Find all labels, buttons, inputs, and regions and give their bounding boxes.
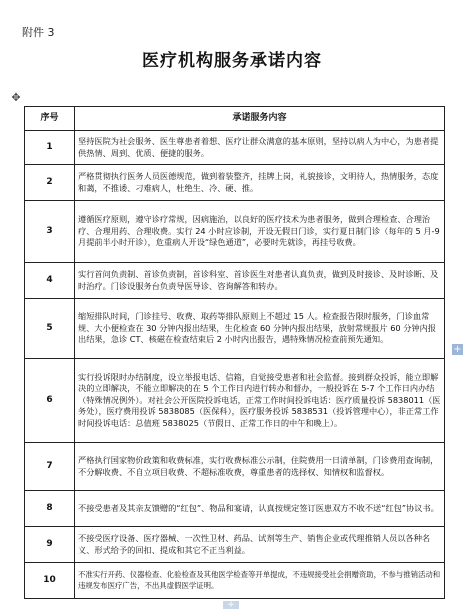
row-content: 严格贯彻执行医务人员医德规范，做到着装整齐，挂牌上岗，礼貌接诊，文明待人，热情服务，态度和蔼，不推诿、刁难病人，杜绝生、冷、硬、推。 [75, 165, 445, 201]
table-row [25, 491, 445, 527]
row-content: 不准实行开药、仪器检查、化验检查及其他医学检查等开单提成，不违规接受社会捐赠资助，不参与推销活动和违规发布医疗广告，不出具虚假医学证明。 [75, 563, 445, 599]
row-number: 2 [25, 165, 75, 201]
row-content: 缩短排队时间，门诊挂号、收费、取药等排队原则上不超过 15 人。检查报告限时服务，门诊血常规、大小便检查在 30 分钟内报出结果，生化检查 60 分钟内报出结果，放射常规报片 60 分钟内报出结果，急诊 CT、核磁在检查结束后 2 小时内出报告，遇特殊情况检查前预先通知。 [75, 299, 445, 359]
table-row [25, 527, 445, 563]
row-number: 6 [25, 359, 75, 443]
table-header-row [25, 107, 445, 131]
document-title: 医疗机构服务承诺内容 [142, 51, 322, 71]
table-row [25, 299, 445, 359]
table-row [25, 201, 445, 263]
row-number: 8 [25, 491, 75, 527]
row-number: 7 [25, 443, 75, 491]
table-row [25, 165, 445, 201]
row-number: 3 [25, 201, 75, 263]
row-content: 不接受医疗设备、医疗器械、一次性卫材、药品、试剂等生产、销售企业或代理推销人员以各种名义、形式给予的回扣、提成和其它不正当利益。 [75, 527, 445, 563]
row-content: 遵循医疗原则，遵守诊疗常规，因病施治，以良好的医疗技术为患者服务，做到合理检查、合理治疗、合理用药、合理收费。实行 24 小时应诊制，开设无假日门诊，实行夏日制门诊（每年的 5 月-9 月提前半小时开诊），危重病人开设“绿色通道”，必要时先就诊，再挂号收费。 [75, 201, 445, 263]
header-number: 序号 [25, 107, 75, 131]
table-row [25, 359, 445, 443]
add-row-bottom-plus-icon[interactable]: + [223, 601, 239, 609]
row-content: 实行首问负责制、首诊负责制，首诊科室、首诊医生对患者认真负责，做到及时接诊、及时诊断、及时治疗。门诊设服务台负责导医导诊、咨询解答和转办。 [75, 263, 445, 299]
row-content: 坚持医院为社会服务、医生尊患者着想、医疗让群众满意的基本原则，坚持以病人为中心，为患者提供热情、周到、优质、便捷的服务。 [75, 131, 445, 165]
table-row [25, 443, 445, 491]
table-move-handle-icon[interactable]: ✥ [11, 91, 21, 104]
table-row [25, 263, 445, 299]
attachment-label: 附件 3 [22, 26, 55, 39]
row-number: 1 [25, 131, 75, 165]
table-row [25, 563, 445, 599]
row-number: 10 [25, 563, 75, 599]
row-number: 4 [25, 263, 75, 299]
service-commitment-table [24, 106, 445, 599]
table-row [25, 131, 445, 165]
add-row-plus-icon[interactable]: + [453, 344, 462, 355]
header-content: 承诺服务内容 [75, 107, 445, 131]
row-content: 严格执行国家物价政策和收费标准，实行收费标准公示制，住院费用一日清单制，门诊费用查询制，不分解收费、不自立项目收费、不超标准收费，尊重患者的选择权、知情权和监督权。 [75, 443, 445, 491]
row-number: 5 [25, 299, 75, 359]
row-content: 实行投诉限时办结制度，设立举报电话、信箱，自觉接受患者和社会监督。接到群众投诉，能立即解决的立即解决，不能立即解决的在 5 个工作日内进行转办和督办，一般投诉在 5-7 个工作日内办结（特殊情况例外）。对社会公开医院投诉电话，正常工作时间投诉电话：医疗质量投诉 5838011（医务处），医疗费用投诉 5838085（医保科），医疗服务投诉 5838531（投诉管理中心），非正常工作时间投诉电话：总值班 5838025（节假日、正常工作日的中午和晚上）。 [75, 359, 445, 443]
row-content: 不接受患者及其亲友馈赠的“红包”、物品和宴请，认真按规定签订医患双方不收不送“红包”协议书。 [75, 491, 445, 527]
row-number: 9 [25, 527, 75, 563]
